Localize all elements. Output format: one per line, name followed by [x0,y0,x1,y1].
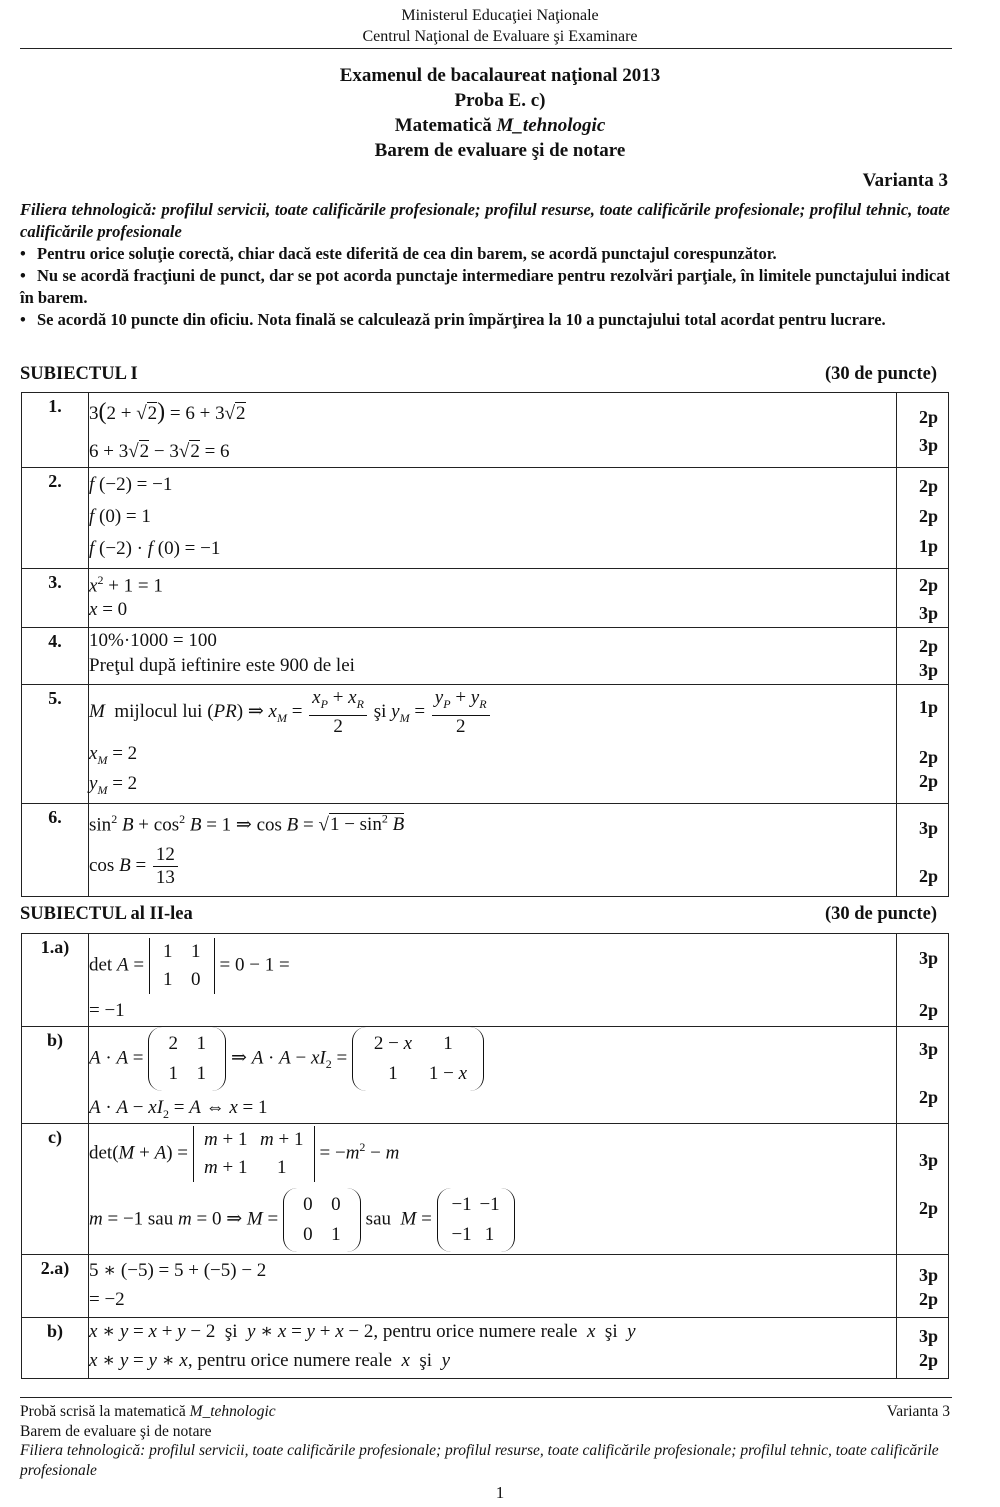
formula: f (−2) = −1 [89,474,173,495]
item-row [22,804,949,897]
item-row [22,468,949,569]
section2-table [21,933,949,1379]
answer-text: Preţul după ieftinire este 900 de lei [89,655,355,676]
points: 3p [918,603,938,623]
points: 2p [918,1350,938,1370]
variant-label: Varianta 3 [862,170,948,191]
page-number: 1 [495,1483,505,1502]
formula: $x^2 + 1 = 1$ [89,573,163,597]
formula: det(M + A) = m + 1 m + 1 m + 1 1 = $-m^2 - m$ [89,1126,399,1182]
formula: 10%·1000 = 100 [89,630,217,651]
points: 1p [918,536,938,556]
section1-points: (30 de puncte) [824,364,937,384]
points: 2p [918,506,938,526]
points: 3p [918,1265,938,1285]
points: 2p [918,1198,938,1218]
item-number: 4. [22,628,89,685]
points: 3p [918,435,938,455]
item-number: 5. [22,685,89,804]
footer-line3: Filiera tehnologică: profilul servicii, toate calificările profesionale; profilul resurse, toate calificările profesionale; profilul tehnic, toate calificările profesionale [20,1442,939,1479]
points: 2p [918,575,938,595]
formula: 3(2 + √2) = 6 + 3√2 [89,399,246,425]
formula: $y_M = 2$ [89,773,138,797]
section1-table [21,392,949,897]
item-number: 2. [22,468,89,569]
item-row [22,685,949,804]
item-number: 3. [22,569,89,628]
formula: $A \cdot A - xI_2 = A$ ⇔ x = 1 [89,1097,268,1121]
formula: M mijlocul lui (PR) ⇒ $x_M$ = $\frac{x_P + x_R}{2}$ şi $y_M$ = $\frac{y_P + y_R}{2}$ [89,687,492,738]
bullet-1: • Pentru orice soluţie corectă, chiar dacă este diferită de cea din barem, se acordă punctajul corespunzător. [20,244,777,263]
footer-line1: Probă scrisă la matematică M_tehnologic Varianta 3 [20,1403,950,1420]
header-divider [20,48,952,49]
item-number: b) [22,1027,89,1124]
section1-title: SUBIECTUL I [20,364,138,384]
item-number: c) [22,1124,89,1255]
formula: 5 ∗ (−5) = 5 + (−5) − 2 [89,1260,267,1281]
points: 3p [918,1326,938,1346]
item-number: 1. [22,393,89,468]
formula: $\sin^2 B + \cos^2 B = 1$ ⇒ $\cos B = √1 - \sin^2 B$ [89,812,405,836]
points: 2p [918,1289,938,1309]
formula: f (0) = 1 [89,506,151,527]
item-row [22,934,949,1027]
points: 2p [918,636,938,656]
points: 2p [918,747,938,767]
formula: = −2 [89,1289,125,1310]
points: 2p [918,771,938,791]
center-name: Centrul Naţional de Evaluare şi Examinare [362,28,638,45]
exam-barem: Barem de evaluare şi de notare [374,140,626,161]
item-row [22,393,949,468]
formula: x = 0 [89,599,128,620]
formula: f (−2) · f (0) = −1 [89,538,221,559]
formula: x ∗ y = x + y − 2 şi y ∗ x = y + x − 2, pentru orice numere reale x şi y [89,1321,636,1342]
points: 3p [918,948,938,968]
formula: x ∗ y = y ∗ x, pentru orice numere reale x şi y [89,1350,451,1371]
item-row [22,1124,949,1255]
formula: 6 + 3√2 − 3√2 = 6 [89,441,230,462]
formula: = −1 [89,1000,125,1021]
item-row [22,628,949,685]
ministry-name: Ministerul Educaţiei Naţionale [401,7,599,24]
section2-points: (30 de puncte) [824,904,937,924]
points: 3p [918,818,938,838]
item-number: 6. [22,804,89,897]
formula: A · A = 2 1 1 1 ⇒ $A \cdot A - xI_2$ = 2 − x 1 1 1 − x [89,1027,484,1091]
footer-line2: Barem de evaluare şi de notare [20,1422,212,1440]
exam-subject: Matematică M_tehnologic [394,115,606,136]
item-row [22,1255,949,1318]
points: 2p [918,866,938,886]
formula: cos B = $\frac{12}{13}$ [89,844,180,889]
item-number: b) [22,1318,89,1379]
formula: det A = 1 1 1 0 = 0 − 1 = [89,938,290,994]
formula: m = −1 sau m = 0 ⇒ M = 0 0 0 1 sau M = −1 −1 −1 1 [89,1188,515,1252]
footer-divider [20,1397,952,1398]
item-row [22,569,949,628]
points: 3p [918,660,938,680]
exam-title: Examenul de bacalaureat naţional 2013 [339,65,661,86]
item-row [22,1027,949,1124]
bullet-2: • Nu se acordă fracţiuni de punct, dar se pot acorda punctaje intermediare pentru rezolvări parţiale, în limitele punctajului indicat în barem. [20,266,950,307]
points: 3p [918,1039,938,1059]
points: 2p [918,1000,938,1020]
intro-block [20,199,950,331]
section2-title: SUBIECTUL al II-lea [20,904,193,924]
item-row [22,1318,949,1379]
filiera-text: Filiera tehnologică: profilul servicii, toate calificările profesionale; profilul resurse, toate calificările profesionale; profilul tehnic, toate calificările profesionale [20,200,950,241]
item-number: 1.a) [22,934,89,1027]
exam-proba: Proba E. c) [454,90,546,111]
footer-variant: Varianta 3 [886,1403,950,1420]
formula: $x_M = 2$ [89,743,138,767]
bullet-3: • Se acordă 10 puncte din oficiu. Nota finală se calculează prin împărţirea la 10 a punctajului total acordat pentru lucrare. [20,310,886,329]
item-number: 2.a) [22,1255,89,1318]
points: 2p [918,476,938,496]
points: 1p [918,697,938,717]
footer-block [20,1402,950,1480]
points: 2p [918,407,938,427]
points: 3p [918,1150,938,1170]
points: 2p [918,1087,938,1107]
